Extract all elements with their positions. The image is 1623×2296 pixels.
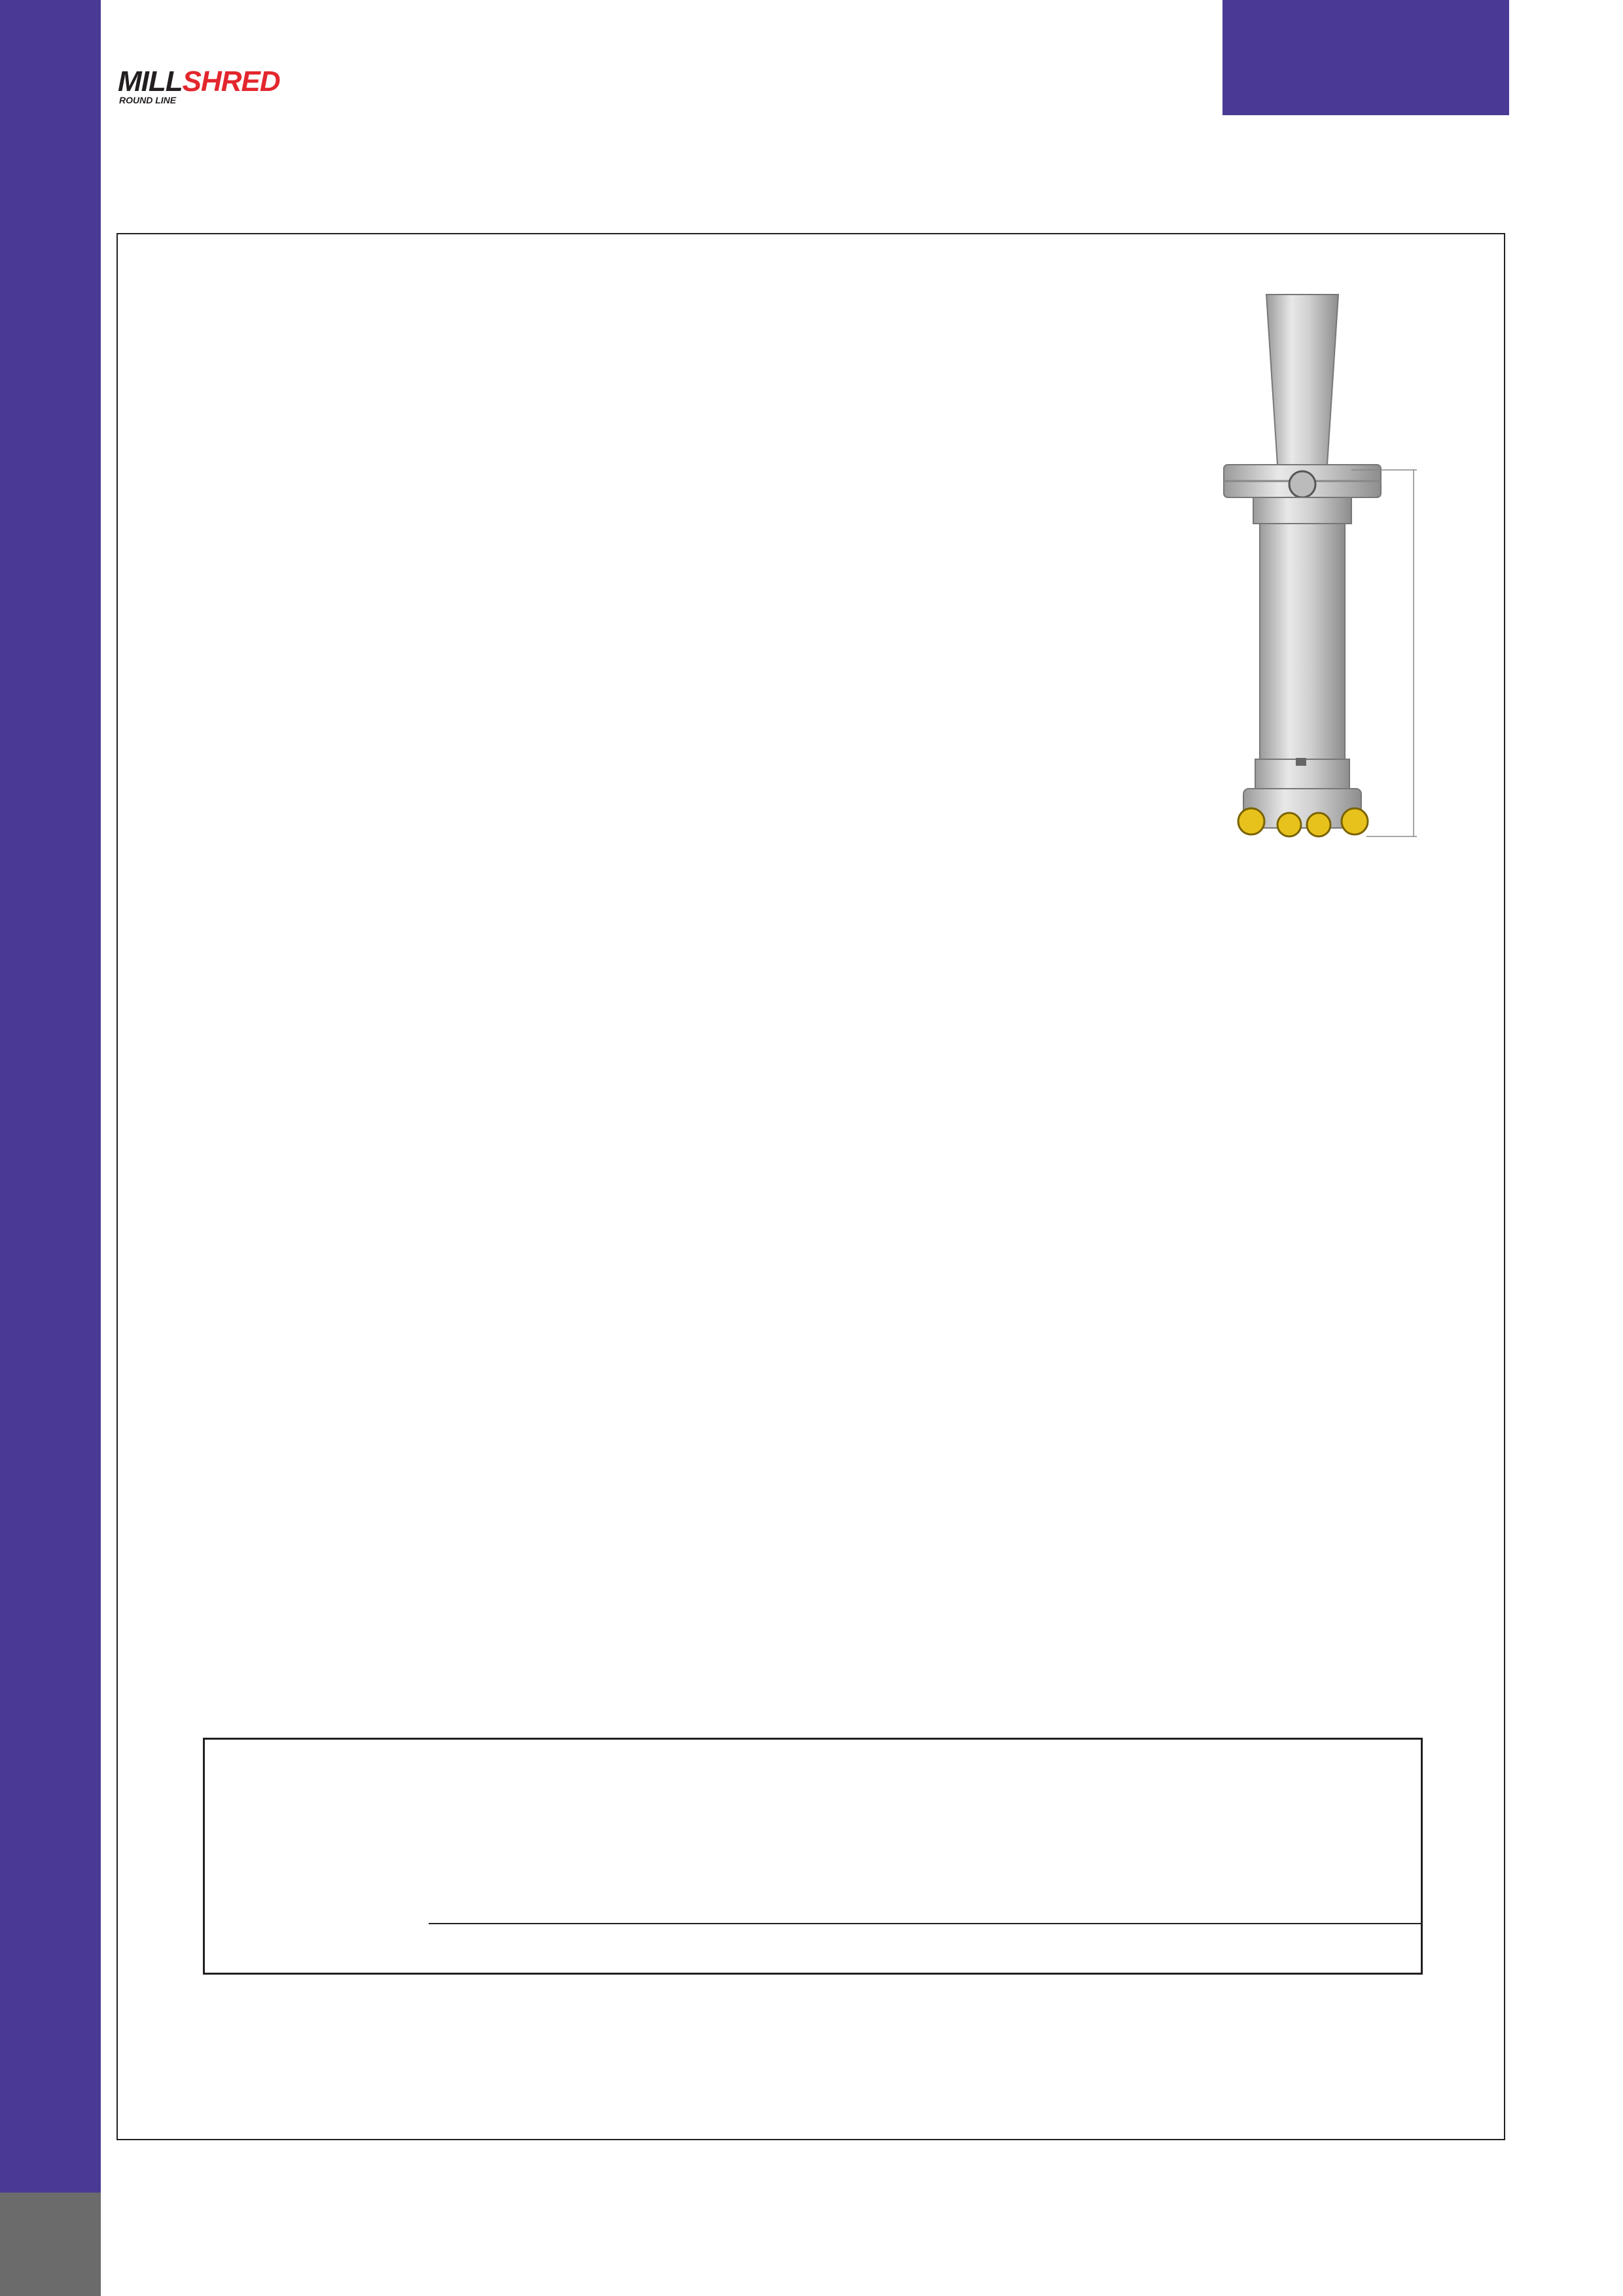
chart-carbon-steel bbox=[196, 406, 772, 942]
section-title bbox=[21, 72, 80, 988]
header-box bbox=[1222, 0, 1509, 115]
millshred-logo: MILLSHRED ROUND LINE bbox=[118, 65, 280, 105]
legend-item bbox=[203, 2065, 245, 2090]
application-label bbox=[205, 1740, 429, 1973]
page-number-box bbox=[0, 2193, 101, 2296]
legend bbox=[203, 2065, 245, 2140]
tool-holder-image bbox=[1217, 288, 1440, 864]
application-divider bbox=[429, 1923, 1423, 1924]
application-table bbox=[203, 1738, 1423, 1975]
application-cells bbox=[429, 1740, 1423, 1973]
legend-item bbox=[203, 2090, 245, 2115]
legend-item bbox=[203, 2115, 245, 2140]
